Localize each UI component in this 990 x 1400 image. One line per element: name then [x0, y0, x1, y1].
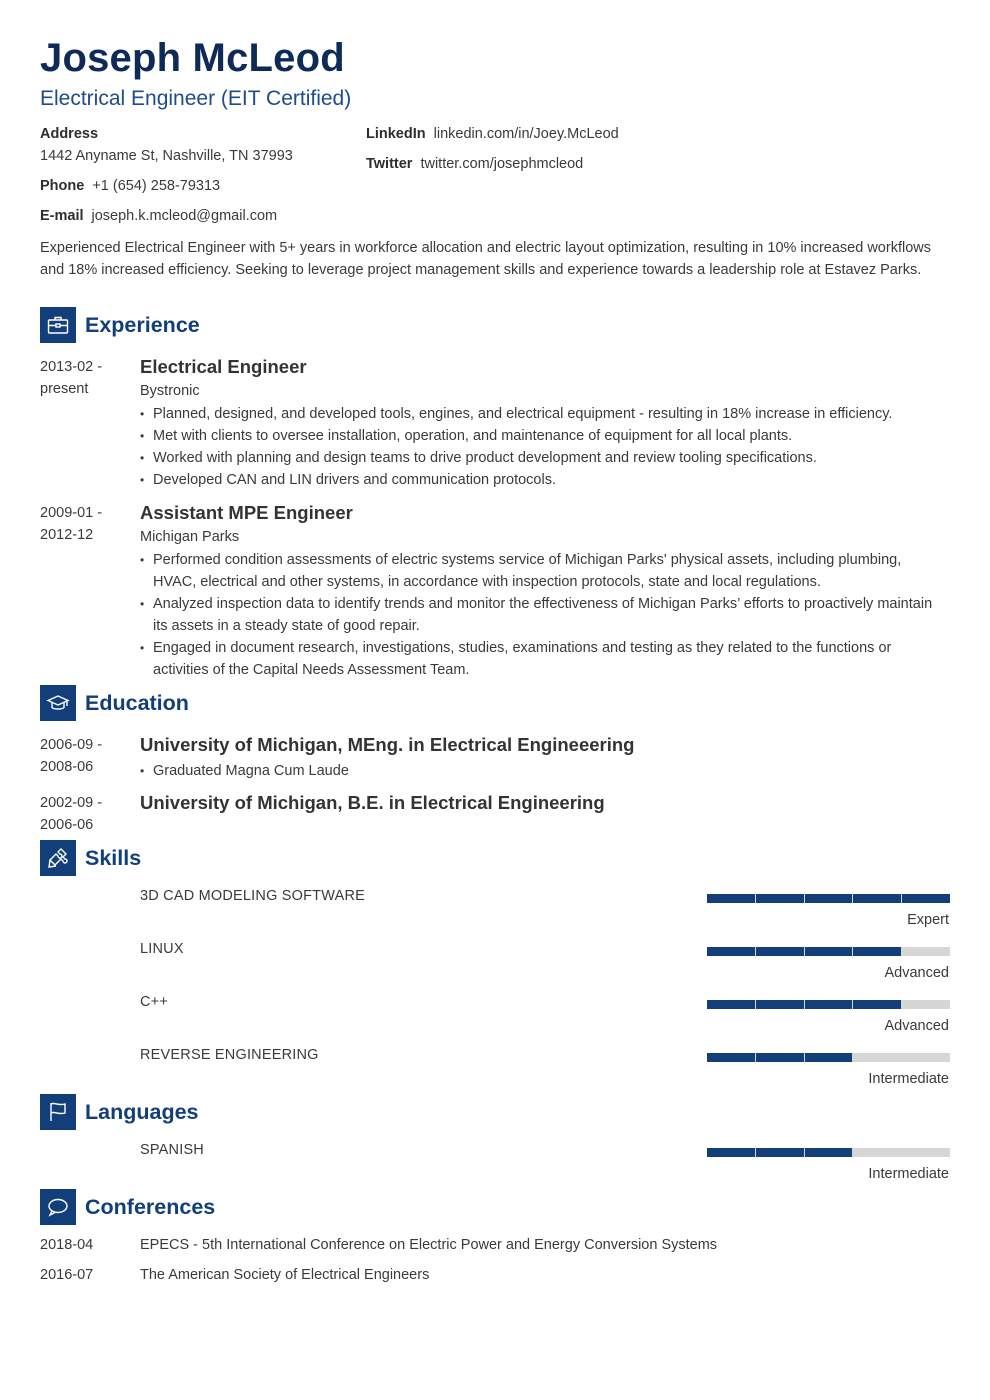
rating-segment — [805, 1053, 853, 1062]
flag-icon — [40, 1094, 76, 1130]
bullet-item: • Analyzed inspection data to identify trends and monitor the effectiveness of Michigan Parks’ efforts to proactively maintain its assets in a steady state of good repair. — [140, 593, 940, 637]
rating-segment — [902, 1148, 950, 1157]
rating-segment — [707, 1148, 755, 1157]
phone-label: Phone — [40, 178, 85, 194]
rating-segment — [805, 894, 853, 903]
email-label: E-mail — [40, 208, 84, 224]
rating-segment — [853, 894, 901, 903]
rating-segment — [707, 947, 755, 956]
job-date-start: 2009-01 - — [40, 505, 103, 521]
skill-rating-bar — [707, 894, 950, 903]
bullet-item: • Performed condition assessments of electric systems service of Michigan Parks' physical assets, including plumbing, HVAC, electrical and other systems, in accordance with inspection protocols, state and local regulations. — [140, 549, 940, 593]
education-bullets — [140, 760, 940, 782]
rating-segment — [756, 1053, 804, 1062]
rating-segment — [756, 947, 804, 956]
education-entry — [140, 790, 940, 816]
phone-value[interactable]: +1 (654) 258-79313 — [92, 178, 221, 194]
rating-segment — [756, 1148, 804, 1157]
language-name: SPANISH — [140, 1142, 204, 1158]
candidate-name: Joseph McLeod — [40, 36, 345, 80]
skill-rating-bar — [707, 1000, 950, 1009]
skills-section-header — [40, 840, 141, 876]
languages-section-header — [40, 1094, 199, 1130]
rating-segment — [805, 1000, 853, 1009]
skills-heading: Skills — [85, 845, 142, 870]
education-date-start: 2002-09 - — [40, 795, 103, 811]
contact-phone — [40, 176, 220, 196]
skill-name: C++ — [140, 994, 169, 1010]
twitter-link[interactable]: twitter.com/josephmcleod — [420, 156, 584, 172]
job-date-end: present — [40, 381, 89, 397]
bullet-item: • Developed CAN and LIN drivers and communication protocols. — [140, 469, 940, 491]
skill-level: Advanced — [884, 1018, 949, 1034]
linkedin-label: LinkedIn — [366, 126, 426, 142]
address-value: 1442 Anyname St, Nashville, TN 37993 — [40, 148, 293, 164]
rating-segment — [756, 894, 804, 903]
rating-segment — [707, 1000, 755, 1009]
job-date-start: 2013-02 - — [40, 359, 103, 375]
bullet-item: • Graduated Magna Cum Laude — [140, 760, 940, 782]
education-date — [40, 792, 102, 836]
contact-address — [40, 124, 293, 166]
job-title: Assistant MPE Engineer — [140, 502, 353, 523]
rating-segment — [902, 1053, 950, 1062]
language-level: Intermediate — [868, 1166, 949, 1182]
conferences-section-header — [40, 1189, 215, 1225]
job-date-end: 2012-12 — [40, 527, 94, 543]
rating-segment — [805, 1148, 853, 1157]
linkedin-link[interactable]: linkedin.com/in/Joey.McLeod — [433, 126, 619, 142]
job-entry — [140, 354, 940, 491]
contact-linkedin — [366, 124, 619, 144]
contact-twitter — [366, 154, 583, 174]
rating-segment — [853, 1000, 901, 1009]
rating-segment — [707, 1053, 755, 1062]
job-title: Electrical Engineer — [140, 356, 307, 377]
job-date — [40, 356, 102, 400]
job-employer: Michigan Parks — [140, 529, 240, 545]
education-date-end: 2008-06 — [40, 759, 94, 775]
address-label: Address — [40, 126, 99, 142]
skill-name: REVERSE ENGINEERING — [140, 1047, 319, 1063]
job-bullets — [140, 549, 940, 681]
conference-name: EPECS - 5th International Conference on Electric Power and Energy Conversion Systems — [140, 1237, 718, 1253]
education-date-end: 2006-06 — [40, 817, 94, 833]
experience-heading: Experience — [85, 312, 200, 337]
education-heading: Education — [85, 690, 189, 715]
rating-segment — [902, 894, 950, 903]
graduation-cap-icon — [40, 685, 76, 721]
skill-level: Intermediate — [868, 1071, 949, 1087]
bullet-item: • Engaged in document research, investigations, studies, examinations and testing as they related to the functions or activities of the Capital Needs Assessment Team. — [140, 637, 940, 681]
education-entry — [140, 732, 940, 782]
briefcase-icon — [40, 307, 76, 343]
skill-rating-bar — [707, 1053, 950, 1062]
skill-rating-bar — [707, 947, 950, 956]
job-bullets — [140, 403, 940, 491]
candidate-title: Electrical Engineer (EIT Certified) — [40, 87, 352, 110]
skill-level: Expert — [907, 912, 949, 928]
bullet-item: • Met with clients to oversee installation, operation, and maintenance of equipment for all local plants. — [140, 425, 940, 447]
degree-title: University of Michigan, MEng. in Electrical Engineeering — [140, 734, 635, 755]
job-entry — [140, 500, 940, 681]
conference-date: 2016-07 — [40, 1267, 94, 1283]
job-date — [40, 502, 102, 546]
rating-segment — [853, 947, 901, 956]
rating-segment — [853, 1148, 901, 1157]
bullet-item: • Planned, designed, and developed tools, engines, and electrical equipment - resulting in 18% increase in efficiency. — [140, 403, 940, 425]
twitter-label: Twitter — [366, 156, 413, 172]
conference-name: The American Society of Electrical Engineers — [140, 1267, 430, 1283]
education-section-header — [40, 685, 189, 721]
language-rating-bar — [707, 1148, 950, 1157]
experience-section-header — [40, 307, 200, 343]
languages-heading: Languages — [85, 1099, 199, 1124]
degree-title: University of Michigan, B.E. in Electrical Engineering — [140, 792, 605, 813]
skill-name: 3D CAD MODELING SOFTWARE — [140, 888, 366, 904]
bullet-item: • Worked with planning and design teams to drive product development and review tooling specifications. — [140, 447, 940, 469]
rating-segment — [805, 947, 853, 956]
job-employer: Bystronic — [140, 383, 200, 399]
rating-segment — [853, 1053, 901, 1062]
rating-segment — [902, 947, 950, 956]
speech-bubble-icon — [40, 1189, 76, 1225]
conferences-heading: Conferences — [85, 1194, 216, 1219]
profile-summary: Experienced Electrical Engineer with 5+ years in workforce allocation and electric layout optimization, resulting in 10% increased workflows and 18% increased efficiency. Seeking to leverage project management skills and experience towards a leadership role at Estavez Parks. — [40, 240, 931, 278]
puzzle-icon — [40, 840, 76, 876]
rating-segment — [707, 894, 755, 903]
education-date-start: 2006-09 - — [40, 737, 103, 753]
rating-segment — [902, 1000, 950, 1009]
email-link[interactable]: joseph.k.mcleod@gmail.com — [91, 208, 278, 224]
rating-segment — [756, 1000, 804, 1009]
skill-name: LINUX — [140, 941, 184, 957]
education-date — [40, 734, 102, 778]
conference-date: 2018-04 — [40, 1237, 94, 1253]
contact-email — [40, 206, 277, 226]
skill-level: Advanced — [884, 965, 949, 981]
